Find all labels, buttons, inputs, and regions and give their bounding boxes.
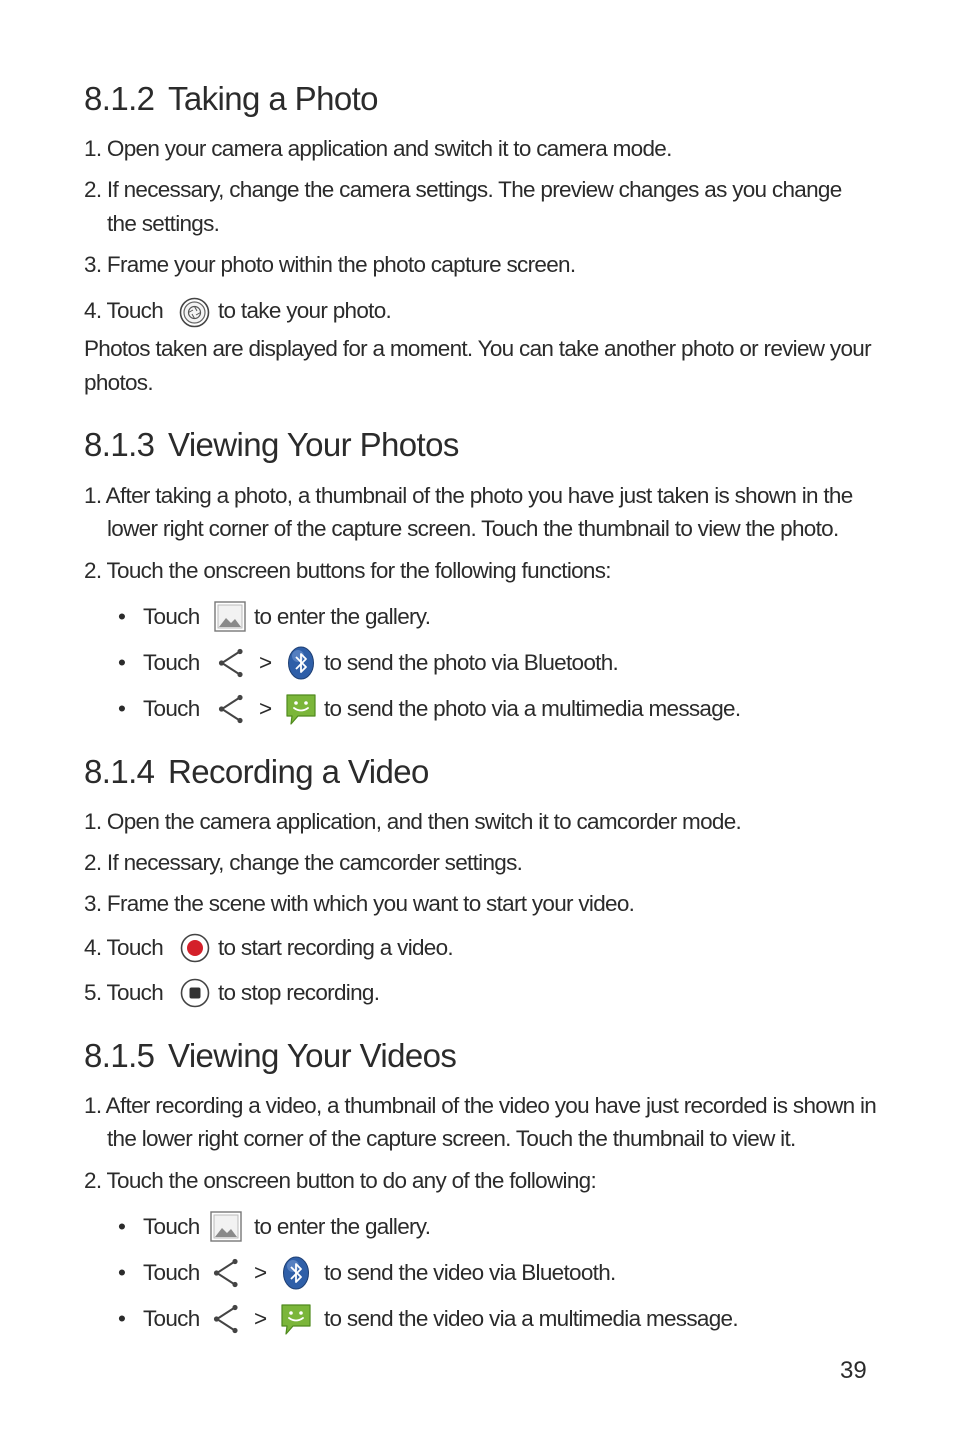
bullet-marker: • <box>118 1260 126 1285</box>
step-text: 4. Touch <box>84 298 164 323</box>
note-text: photos. <box>84 370 153 395</box>
bluetooth-icon <box>282 1256 310 1290</box>
bullet-marker: • <box>118 604 126 629</box>
step-text: 1. After taking a photo, a thumbnail of the photo you have just taken is shown in the <box>84 483 853 508</box>
section-title: Viewing Your Videos <box>168 1037 457 1074</box>
note-text: Photos taken are displayed for a moment. You can take another photo or review your <box>84 336 871 361</box>
mms-icon <box>279 1302 313 1336</box>
step-text: the settings. <box>107 211 220 236</box>
section-number: 8.1.5 <box>84 1037 155 1074</box>
step-text: the lower right corner of the capture screen. Touch the thumbnail to view it. <box>107 1126 796 1151</box>
bullet-touch-label: Touch <box>143 696 200 721</box>
stop-icon <box>180 978 210 1008</box>
step-text: 1. After recording a video, a thumbnail of the video you have just recorded is shown in <box>84 1093 877 1118</box>
bullet-text: to send the photo via Bluetooth. <box>324 650 619 675</box>
share-icon <box>211 1303 241 1335</box>
record-icon <box>180 933 210 963</box>
step-text: to stop recording. <box>218 980 380 1005</box>
step-text: 2. If necessary, change the camera settings. The preview changes as you change <box>84 177 842 202</box>
bullet-text: to enter the gallery. <box>254 1214 431 1239</box>
bullet-touch-label: Touch <box>143 650 200 675</box>
step-text: 2. Touch the onscreen buttons for the following functions: <box>84 558 611 583</box>
share-icon <box>216 647 246 679</box>
step-text: 3. Frame the scene with which you want to start your video. <box>84 891 635 916</box>
bluetooth-icon <box>287 646 315 680</box>
step-text: 4. Touch <box>84 935 164 960</box>
bullet-text: to send the video via Bluetooth. <box>324 1260 616 1285</box>
bullet-separator: > <box>254 1306 267 1331</box>
step-text: 1. Open your camera application and switch it to camera mode. <box>84 136 672 161</box>
section-number: 8.1.4 <box>84 753 155 790</box>
page-number: 39 <box>840 1357 867 1384</box>
share-icon <box>216 693 246 725</box>
section-heading-8-1-2 <box>84 82 378 115</box>
bullet-marker: • <box>118 1306 126 1331</box>
share-icon <box>211 1257 241 1289</box>
step-text: 3. Frame your photo within the photo capture screen. <box>84 252 576 277</box>
gallery-icon <box>210 1211 242 1242</box>
shutter-icon <box>179 297 210 328</box>
section-title: Viewing Your Photos <box>168 426 459 463</box>
bullet-touch-label: Touch <box>143 1260 200 1285</box>
bullet-text: to send the video via a multimedia message. <box>324 1306 738 1331</box>
step-text: lower right corner of the capture screen. Touch the thumbnail to view the photo. <box>107 516 839 541</box>
step-text: 1. Open the camera application, and then switch it to camcorder mode. <box>84 809 742 834</box>
bullet-separator: > <box>259 650 272 675</box>
step-text: to start recording a video. <box>218 935 453 960</box>
gallery-icon <box>214 601 246 632</box>
step-text: 5. Touch <box>84 980 164 1005</box>
section-heading-8-1-3 <box>84 428 459 461</box>
section-number: 8.1.3 <box>84 426 155 463</box>
bullet-marker: • <box>118 1214 126 1239</box>
section-title: Taking a Photo <box>168 80 378 117</box>
bullet-text: to enter the gallery. <box>254 604 431 629</box>
section-title: Recording a Video <box>168 753 429 790</box>
step-text: to take your photo. <box>218 298 392 323</box>
bullet-separator: > <box>254 1260 267 1285</box>
section-number: 8.1.2 <box>84 80 155 117</box>
bullet-touch-label: Touch <box>143 1214 200 1239</box>
bullet-touch-label: Touch <box>143 604 200 629</box>
bullet-marker: • <box>118 650 126 675</box>
mms-icon <box>284 692 318 726</box>
section-heading-8-1-5 <box>84 1039 456 1072</box>
step-text: 2. If necessary, change the camcorder settings. <box>84 850 523 875</box>
section-heading-8-1-4 <box>84 755 429 788</box>
step-text: 2. Touch the onscreen button to do any of the following: <box>84 1168 597 1193</box>
bullet-separator: > <box>259 696 272 721</box>
bullet-marker: • <box>118 696 126 721</box>
bullet-text: to send the photo via a multimedia message. <box>324 696 741 721</box>
bullet-touch-label: Touch <box>143 1306 200 1331</box>
